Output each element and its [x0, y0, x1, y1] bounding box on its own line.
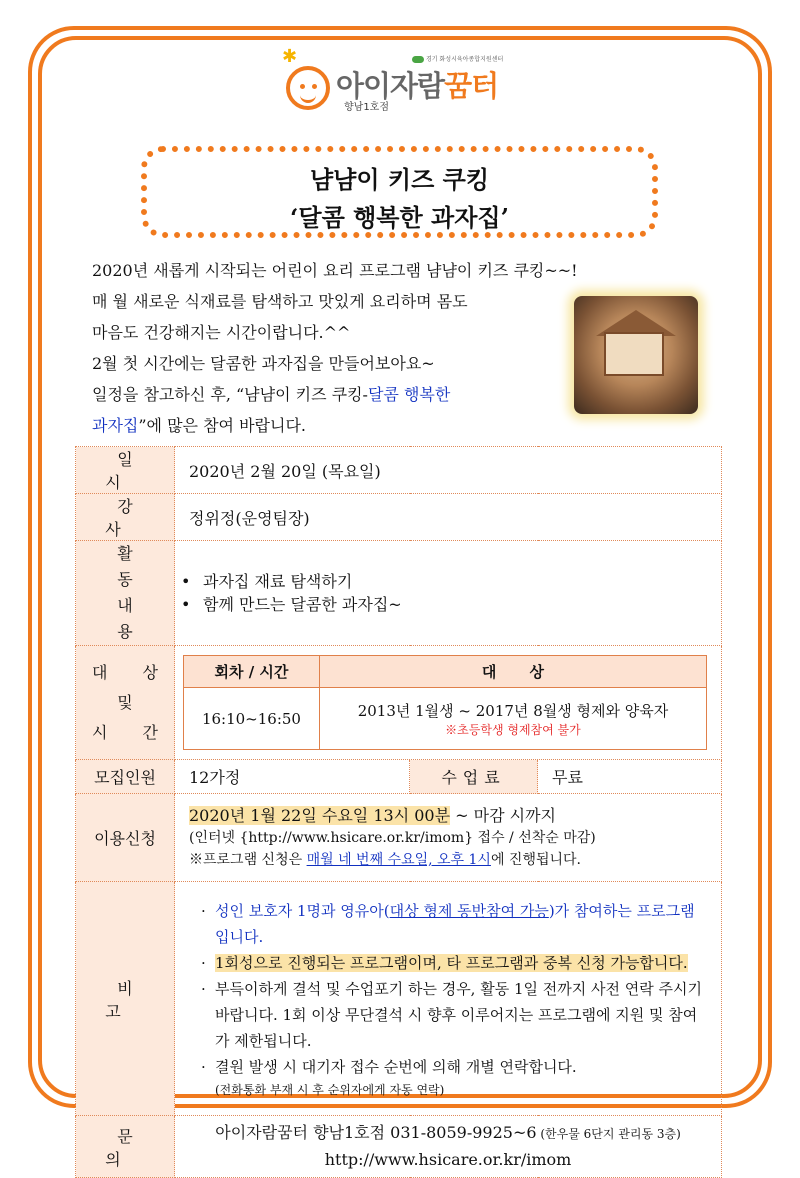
intro-line-5: 일정을 참고하신 후, “냠냠이 키즈 쿠킹-달콤 행복한: [92, 385, 451, 404]
date-label: 일시: [105, 450, 157, 492]
fee-value: 무료: [538, 760, 722, 794]
target-label-3: 시 간: [92, 722, 158, 742]
activity-label-2: 내용: [117, 596, 157, 641]
logo-name: 아이자람꿈터: [336, 69, 499, 103]
teacher-value: 정위정(운영팀장): [175, 494, 722, 541]
note-item-1: · 성인 보호자 1명과 영유아(대상 형제 동반참여 가능)가 참여하는 프로그램입니다.: [201, 898, 705, 950]
intro-line-1: 2020년 새롭게 시작되는 어린이 요리 프로그램 냠냠이 키즈 쿠킹~~!: [92, 261, 578, 280]
title-box: [141, 146, 658, 238]
contact-url[interactable]: http://www.hsicare.or.kr/imom: [324, 1150, 572, 1169]
apply-label: 이용신청: [76, 794, 175, 882]
logo-branch: 향남1호점: [344, 102, 390, 113]
apply-line-1: 2020년 1월 22일 수요일 13시 00분 ~ 마감 시까지: [189, 805, 557, 825]
note-label: 비 고: [105, 978, 157, 1021]
note-item-4: · 결원 발생 시 대기자 접수 순번에 의해 개별 연락합니다.: [201, 1054, 705, 1080]
fee-label: 수업료: [410, 760, 538, 794]
logo: [282, 48, 522, 114]
list-item: • 함께 만드는 달콤한 과자집~: [181, 593, 721, 616]
smiling-face-icon: [286, 66, 330, 110]
intro-line-2: 매 월 새로운 식재료를 탐색하고 맛있게 요리하며 몸도: [92, 292, 468, 311]
house-body-shape: [604, 332, 664, 376]
date-value: 2020년 2월 20일 (목요일): [175, 447, 722, 494]
note-item-2: · 1회성으로 진행되는 프로그램이며, 타 프로그램과 중복 신청 가능합니다.: [201, 950, 705, 976]
contact-label: 문 의: [105, 1126, 157, 1169]
target-note: ※초등학생 형제참여 불가: [445, 722, 581, 737]
title-line-1: 냠냠이 키즈 쿠킹: [310, 165, 489, 194]
target-label-1: 대 상: [92, 662, 158, 682]
target-desc: 2013년 1월생 ~ 2017년 8월생 형제와 양육자: [357, 701, 669, 720]
logo-org: 경기 화성시육아종합지원센터: [412, 54, 503, 63]
recruit-label: 모집인원: [76, 760, 175, 794]
target-time: 16:10~16:50: [184, 688, 320, 750]
activity-list: [175, 570, 721, 616]
note-item-3: · 부득이하게 결석 및 수업포기 하는 경우, 활동 1일 전까지 사전 연락 주시기 바랍니다. 1회 이상 무단결석 시 향후 이루어지는 프로그램에 지원 및 참여가 제한됩니다.: [201, 976, 705, 1054]
activity-label-1: 활동: [117, 544, 157, 589]
apply-line-3: ※프로그램 신청은 매월 네 번째 수요일, 오후 1시에 진행됩니다.: [189, 851, 581, 868]
row-teacher: [76, 494, 722, 541]
target-head-target: 대 상: [319, 656, 706, 688]
note-item-4-sub: (전화통화 부재 시 후 순위자에게 자동 연락): [215, 1082, 445, 1097]
row-note: [76, 882, 722, 1116]
gingerbread-house-photo: [574, 296, 698, 414]
star-icon: ✱: [282, 46, 298, 67]
target-label-2: 및: [117, 692, 133, 712]
list-item: • 과자집 재료 탐색하기: [181, 570, 721, 593]
apply-line-2: (인터넷 {http://www.hsicare.or.kr/imom} 접수 / 선착순 마감): [189, 829, 596, 846]
intro-line-4: 2월 첫 시간에는 달콤한 과자집을 만들어보아요~: [92, 354, 435, 373]
row-recruit: [76, 760, 722, 794]
target-head-time: 회차 / 시간: [184, 656, 320, 688]
row-target: [76, 646, 722, 760]
target-subtable: [183, 655, 707, 750]
contact-line-1: 아이자람꿈터 향남1호점 031-8059-9925~6 (한우물 6단지 관리동 3층): [215, 1123, 681, 1142]
org-mark-icon: [412, 56, 424, 63]
row-date: [76, 447, 722, 494]
intro-line-6: 과자집”에 많은 참여 바랍니다.: [92, 416, 307, 435]
intro-line-3: 마음도 건강해지는 시간이랍니다.^^: [92, 323, 351, 342]
row-apply: [76, 794, 722, 882]
row-contact: [76, 1116, 722, 1178]
teacher-label: 강사: [105, 497, 157, 539]
recruit-value: 12가정: [175, 760, 410, 794]
info-table: [75, 446, 722, 1178]
row-activity: [76, 541, 722, 646]
title-line-2: ‘달콤 행복한 과자집’: [290, 203, 509, 232]
